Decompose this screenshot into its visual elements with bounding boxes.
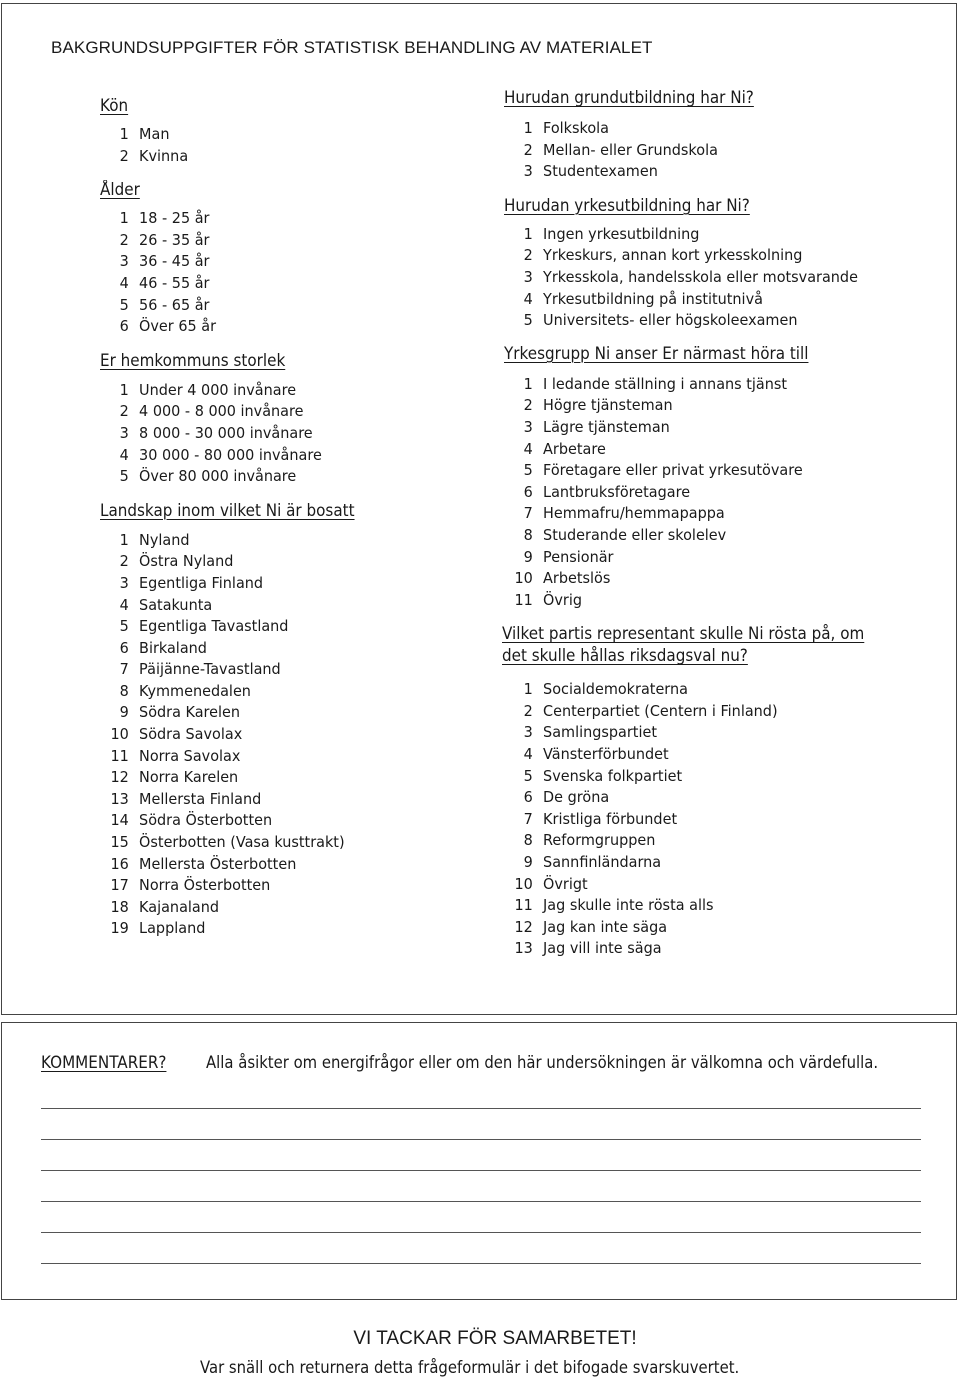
option-label: Kajanaland	[139, 897, 220, 916]
option-number: 14	[110, 811, 129, 830]
option-number: 1	[523, 224, 533, 243]
answer-option	[100, 466, 357, 488]
option-label: Norra Savolax	[139, 746, 241, 765]
option-label: Studentexamen	[543, 162, 658, 181]
answer-option	[504, 744, 868, 766]
option-number: 6	[523, 482, 533, 501]
option-label: 8 000 - 30 000 invånare	[139, 423, 313, 442]
option-number: 4	[523, 439, 533, 458]
question-title: Ålder	[100, 180, 140, 200]
option-list	[504, 374, 896, 612]
option-number: 11	[514, 590, 533, 609]
answer-option	[100, 616, 357, 638]
option-number: 1	[119, 209, 129, 228]
answer-option	[504, 118, 868, 140]
answer-option	[100, 295, 357, 317]
option-number: 1	[523, 374, 533, 393]
option-label: Ingen yrkesutbildning	[543, 224, 700, 243]
comment-write-line[interactable]	[41, 1170, 921, 1171]
option-number: 7	[523, 809, 533, 828]
option-label: Företagare eller privat yrkesutövare	[543, 461, 803, 480]
option-number: 13	[514, 939, 533, 958]
option-number: 5	[119, 467, 129, 486]
answer-option	[100, 897, 357, 919]
option-label: 4 000 - 8 000 invånare	[139, 402, 304, 421]
option-number: 5	[523, 766, 533, 785]
comments-label: KOMMENTARER?	[41, 1053, 167, 1072]
option-number: 2	[523, 701, 533, 720]
question-vocational-education	[504, 195, 896, 332]
option-label: Under 4 000 invånare	[139, 380, 297, 399]
option-number: 16	[110, 854, 129, 873]
option-label: Satakunta	[139, 595, 213, 614]
option-label: Lantbruksföretagare	[543, 482, 691, 501]
option-label: Nyland	[139, 530, 190, 549]
answer-option	[504, 568, 868, 590]
option-number: 2	[119, 146, 129, 165]
answer-option	[100, 445, 357, 467]
answer-option	[100, 702, 357, 724]
left-column	[100, 95, 377, 940]
option-number: 10	[514, 874, 533, 893]
option-number: 6	[119, 638, 129, 657]
answer-option	[100, 530, 357, 552]
comment-write-line[interactable]	[41, 1263, 921, 1264]
option-label: 56 - 65 år	[139, 295, 210, 314]
option-label: Jag kan inte säga	[543, 917, 668, 936]
option-label: 30 000 - 80 000 invånare	[139, 445, 322, 464]
question-municipality-size	[100, 350, 377, 488]
option-number: 1	[119, 530, 129, 549]
question-title: Landskap inom vilket Ni är bosatt	[100, 500, 355, 520]
answer-option	[504, 766, 868, 788]
option-number: 9	[523, 853, 533, 872]
option-number: 4	[523, 745, 533, 764]
option-label: Kristliga förbundet	[543, 809, 678, 828]
right-column	[504, 87, 896, 960]
option-number: 1	[119, 380, 129, 399]
question-gender	[100, 95, 377, 167]
option-label: Folkskola	[543, 119, 610, 137]
answer-option	[504, 374, 868, 396]
option-label: De gröna	[543, 788, 610, 807]
option-label: Södra Karelen	[139, 703, 241, 722]
answer-option	[504, 701, 868, 723]
option-label: Kvinna	[139, 146, 189, 165]
option-label: Österbotten (Vasa kusttrakt)	[139, 833, 345, 852]
option-number: 3	[523, 267, 533, 286]
answer-option	[504, 938, 868, 960]
answer-option	[100, 423, 357, 445]
option-number: 2	[523, 396, 533, 415]
answer-option	[100, 251, 357, 273]
option-label: Svenska folkpartiet	[543, 766, 683, 785]
option-number: 3	[523, 162, 533, 181]
option-label: Över 80 000 invånare	[139, 467, 297, 486]
answer-option	[504, 590, 868, 612]
option-label: Vänsterförbundet	[543, 745, 669, 764]
answer-option	[100, 124, 357, 146]
answer-option	[504, 289, 868, 311]
comments-text: Alla åsikter om energifrågor eller om den här undersökningen är välkomna och värdefulla.	[206, 1053, 879, 1072]
answer-option	[504, 482, 868, 504]
answer-option	[100, 316, 357, 338]
option-number: 13	[110, 789, 129, 808]
option-number: 5	[523, 311, 533, 330]
option-label: Lägre tjänsteman	[543, 417, 670, 436]
question-title: Er hemkommuns storlek	[100, 350, 286, 370]
option-label: Yrkesskola, handelsskola eller motsvarande	[543, 267, 858, 286]
comment-write-line[interactable]	[41, 1139, 921, 1140]
answer-option	[504, 140, 868, 162]
option-number: 8	[523, 831, 533, 850]
option-number: 3	[119, 252, 129, 271]
option-number: 9	[523, 547, 533, 566]
answer-option	[504, 874, 868, 896]
option-number: 3	[119, 423, 129, 442]
answer-option	[504, 503, 868, 525]
option-number: 10	[514, 569, 533, 588]
option-number: 12	[110, 768, 129, 787]
answer-option	[504, 525, 868, 547]
answer-option	[100, 273, 357, 295]
option-number: 8	[119, 681, 129, 700]
option-list	[504, 224, 896, 332]
option-label: Norra Karelen	[139, 768, 239, 787]
answer-option	[100, 789, 357, 811]
answer-option	[100, 230, 357, 252]
option-label: Universitets- eller högskoleexamen	[543, 311, 798, 330]
option-label: Yrkesutbildning på institutnivå	[543, 289, 763, 308]
question-age	[100, 179, 377, 338]
answer-option	[100, 918, 357, 940]
option-number: 4	[119, 273, 129, 292]
answer-option	[100, 832, 357, 854]
option-label: Sannfinländarna	[543, 853, 662, 872]
comment-write-line[interactable]	[41, 1108, 921, 1109]
answer-option	[504, 224, 868, 246]
option-list	[100, 380, 377, 488]
answer-option	[100, 875, 357, 897]
answer-option	[100, 767, 357, 789]
option-label: Mellersta Finland	[139, 789, 262, 808]
option-label: Kymmenedalen	[139, 681, 251, 700]
option-label: 46 - 55 år	[139, 273, 210, 292]
answer-option	[504, 722, 868, 744]
option-number: 6	[523, 788, 533, 807]
option-number: 12	[514, 917, 533, 936]
comment-write-line[interactable]	[41, 1201, 921, 1202]
option-number: 15	[110, 833, 129, 852]
option-number: 3	[119, 573, 129, 592]
option-label: Övrigt	[543, 874, 588, 893]
question-title: Kön	[100, 96, 129, 115]
comment-write-line[interactable]	[41, 1232, 921, 1233]
option-label: Birkaland	[139, 638, 207, 657]
option-label: Högre tjänsteman	[543, 396, 673, 415]
answer-option	[504, 895, 868, 917]
option-label: 26 - 35 år	[139, 230, 210, 249]
answer-option	[504, 787, 868, 809]
option-number: 19	[110, 919, 129, 938]
answer-option	[504, 310, 868, 332]
option-number: 2	[119, 552, 129, 571]
answer-option	[504, 267, 868, 289]
option-list	[100, 124, 377, 167]
page-title: BAKGRUNDSUPPGIFTER FÖR STATISTISK BEHANDLING AV MATERIALET	[51, 38, 653, 57]
option-label: Studerande eller skolelev	[543, 525, 727, 544]
answer-option	[100, 681, 357, 703]
option-number: 1	[523, 680, 533, 699]
option-label: 36 - 45 år	[139, 252, 210, 271]
answer-option	[100, 380, 357, 402]
answer-option	[100, 595, 357, 617]
question-basic-education	[504, 87, 896, 183]
question-party-vote	[502, 623, 896, 960]
option-label: Jag vill inte säga	[543, 939, 662, 958]
option-number: 1	[523, 119, 533, 137]
answer-option	[504, 417, 868, 439]
answer-option	[504, 460, 868, 482]
option-number: 2	[523, 246, 533, 265]
answer-option	[100, 724, 357, 746]
question-title: Yrkesgrupp Ni anser Er närmast höra till	[504, 343, 809, 363]
option-label: Arbetslös	[543, 569, 611, 588]
option-list	[504, 679, 896, 960]
option-number: 3	[523, 417, 533, 436]
answer-option	[100, 551, 357, 573]
answer-option	[100, 854, 357, 876]
answer-option	[504, 917, 868, 939]
option-number: 5	[523, 461, 533, 480]
option-label: Egentliga Tavastland	[139, 617, 289, 636]
option-label: Yrkeskurs, annan kort yrkesskolning	[543, 246, 803, 265]
option-label: Hemmafru/hemmapappa	[543, 504, 725, 523]
answer-option	[504, 679, 868, 701]
option-label: Södra Savolax	[139, 725, 243, 744]
question-title: Vilket partis representant skulle Ni rösta på, om	[502, 624, 865, 644]
question-title: Hurudan yrkesutbildning har Ni?	[504, 195, 750, 215]
option-label: Arbetare	[543, 439, 606, 458]
option-label: I ledande ställning i annans tjänst	[543, 374, 788, 393]
return-note	[0, 1358, 940, 1377]
option-label: Över 65 år	[139, 317, 217, 336]
return-note-text: Var snäll och returnera detta frågeformulär i det bifogade svarskuvertet.	[200, 1358, 740, 1377]
option-label: Centerpartiet (Centern i Finland)	[543, 701, 778, 720]
option-label: Socialdemokraterna	[543, 680, 688, 699]
option-number: 4	[119, 595, 129, 614]
option-label: Jag skulle inte rösta alls	[543, 896, 714, 915]
option-label: Norra Österbotten	[139, 876, 271, 895]
option-number: 7	[523, 504, 533, 523]
question-title-line2: det skulle hållas riksdagsval nu?	[502, 646, 748, 666]
option-label: Man	[139, 125, 170, 143]
thanks-heading: VI TACKAR FÖR SAMARBETET!	[353, 1328, 637, 1349]
answer-option	[100, 810, 357, 832]
question-region	[100, 500, 377, 940]
answer-option	[100, 208, 357, 230]
option-number: 8	[523, 525, 533, 544]
option-number: 2	[523, 140, 533, 159]
answer-option	[100, 659, 357, 681]
option-list	[504, 118, 896, 183]
option-number: 4	[119, 445, 129, 464]
option-number: 7	[119, 660, 129, 679]
option-number: 10	[110, 725, 129, 744]
option-number: 4	[523, 289, 533, 308]
answer-option	[100, 401, 357, 423]
answer-option	[504, 245, 868, 267]
option-label: Egentliga Finland	[139, 573, 264, 592]
option-label: Lappland	[139, 919, 206, 938]
option-label: Reformgruppen	[543, 831, 656, 850]
option-number: 1	[119, 125, 129, 143]
question-occupation-group	[504, 343, 896, 612]
option-label: 18 - 25 år	[139, 209, 210, 228]
answer-option	[100, 573, 357, 595]
answer-option	[100, 146, 357, 168]
option-label: Päijänne-Tavastland	[139, 660, 281, 679]
option-list	[100, 208, 377, 338]
option-number: 2	[119, 230, 129, 249]
option-number: 11	[110, 746, 129, 765]
option-number: 2	[119, 402, 129, 421]
answer-option	[504, 809, 868, 831]
answer-option	[504, 395, 868, 417]
option-list	[100, 530, 377, 940]
option-label: Södra Österbotten	[139, 811, 273, 830]
option-number: 6	[119, 317, 129, 336]
answer-option	[504, 547, 868, 569]
option-label: Pensionär	[543, 547, 614, 566]
option-label: Samlingspartiet	[543, 723, 657, 742]
answer-option	[100, 746, 357, 768]
option-number: 5	[119, 617, 129, 636]
option-number: 17	[110, 876, 129, 895]
answer-option	[100, 638, 357, 660]
option-number: 11	[514, 896, 533, 915]
answer-option	[504, 161, 868, 183]
answer-option	[504, 830, 868, 852]
question-title: Hurudan grundutbildning har Ni?	[504, 88, 754, 107]
option-label: Mellan- eller Grundskola	[543, 140, 718, 159]
option-number: 18	[110, 897, 129, 916]
answer-option	[504, 439, 868, 461]
option-number: 9	[119, 703, 129, 722]
option-label: Mellersta Österbotten	[139, 854, 297, 873]
option-label: Östra Nyland	[139, 552, 234, 571]
option-number: 3	[523, 723, 533, 742]
answer-option	[504, 852, 868, 874]
option-number: 5	[119, 295, 129, 314]
option-label: Övrig	[543, 590, 583, 609]
